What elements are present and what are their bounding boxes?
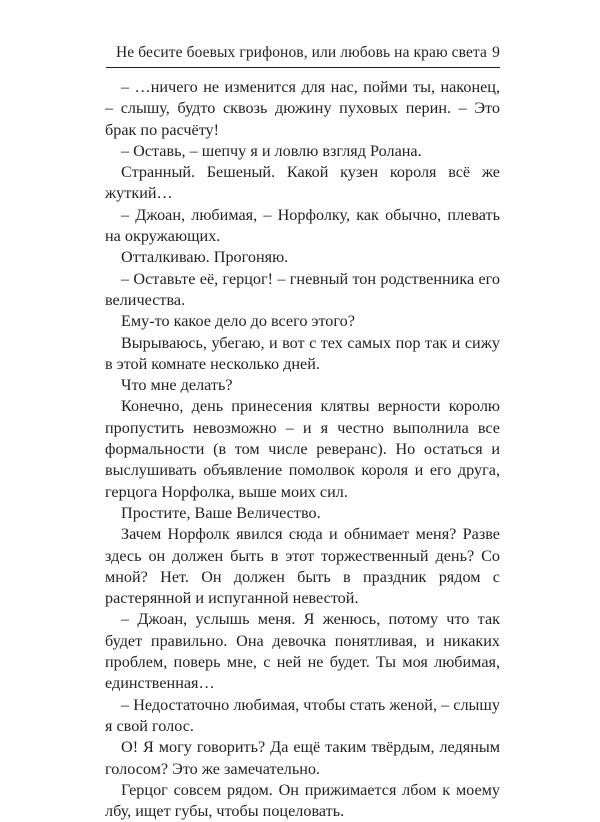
page-number: 9 (492, 44, 500, 61)
paragraph: Зачем Норфолк явился сюда и обнимает меня? Разве здесь он должен быть в этот торжественный день? Со мной? Нет. Он должен быть в праздник рядом с растерянной и испуганной невестой. (105, 525, 500, 608)
paragraph: – …ничего не изменится для нас, пойми ты, наконец, – слышу, будто сквозь дюжину пуховых перин. – Это брак по расчёту! (105, 78, 500, 139)
paragraph: – Джоан, любимая, – Норфолку, как обычно, плевать на окружающих. (105, 205, 500, 246)
header-rule (106, 67, 500, 68)
paragraph: Что мне делать? (121, 376, 233, 395)
paragraph: – Недостаточно любимая, чтобы стать женой, – слышу я свой голос. (105, 695, 500, 735)
paragraph: Конечно, день принесения клятвы верности королю пропустить невозможно – и я честно выполнила все формальности (в том числе реверанс). Но остаться и выслушивать объявление помолвок короля и его друга, герцога Норфолка, выше моих сил. (105, 397, 500, 501)
paragraph: О! Я могу говорить? Да ещё таким твёрдым, ледяным голосом? Это же замечательно. (105, 738, 500, 778)
paragraph: Вырываюсь, убегаю, и вот с тех самых пор так и сижу в этой комнате несколько дней. (105, 333, 500, 373)
running-header (100, 44, 500, 66)
paragraph: – Джоан, услышь меня. Я женюсь, потому что так будет правильно. Она девочка понятливая, и никаких проблем, поверь мне, с ней не будет. Ты моя любимая, единственная… (105, 610, 500, 693)
paragraph: – Оставьте её, герцог! – гневный тон родственника его величества. (105, 269, 500, 309)
paragraph: Герцог совсем рядом. Он прижимается лбом к моему лбу, ищет губы, чтобы поцеловать. (105, 780, 500, 821)
paragraph: – Оставь, – шепчу я и ловлю взгляд Ролана. (121, 141, 422, 160)
paragraph: Странный. Бешеный. Какой кузен короля всё же жуткий… (105, 163, 500, 203)
book-title: Не бесите боевых грифонов, или любовь на краю света (116, 44, 487, 61)
paragraph: Отталкиваю. Прогоняю. (121, 248, 289, 267)
body-text (105, 77, 500, 822)
paragraph: Простите, Ваше Величество. (121, 503, 321, 522)
paragraph: Ему-то какое дело до всего этого? (121, 312, 355, 331)
